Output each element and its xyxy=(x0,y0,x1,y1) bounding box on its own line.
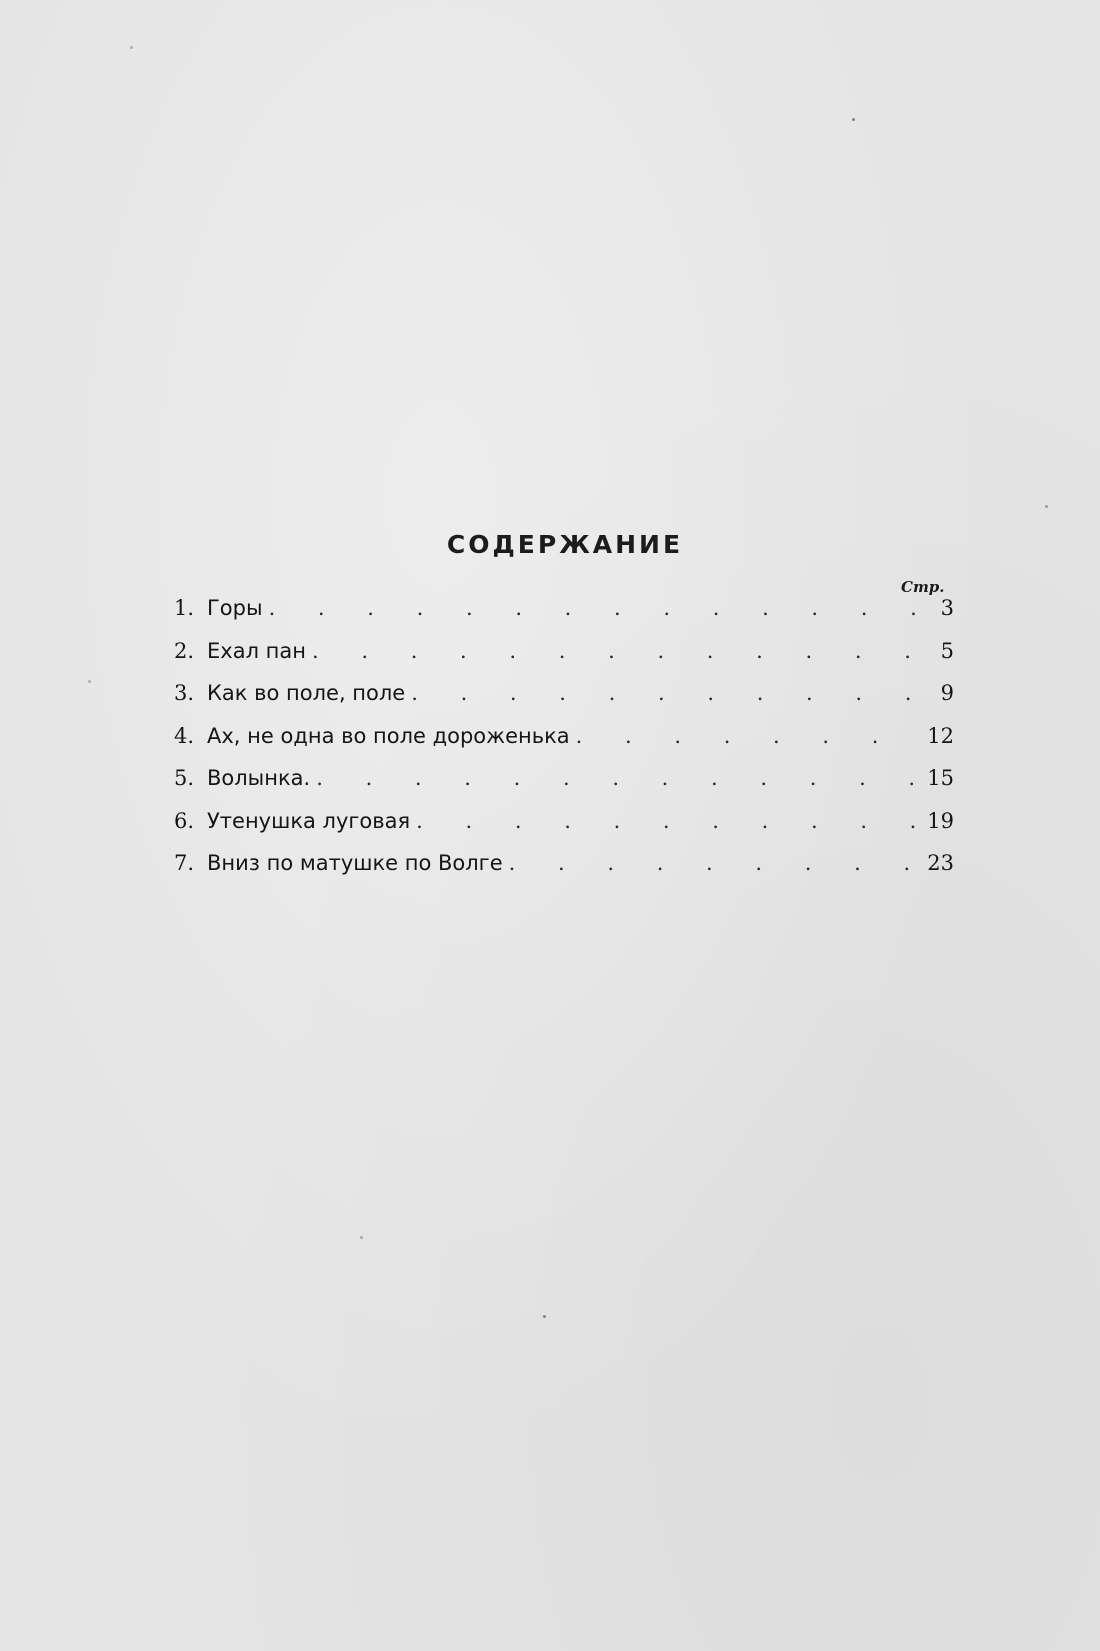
dot-leader xyxy=(509,851,918,875)
toc-entry xyxy=(174,809,954,852)
toc-entry-title: Ехал пан xyxy=(207,638,306,663)
dot-leader xyxy=(316,766,918,790)
dot-leader xyxy=(312,639,918,663)
dot-leader xyxy=(576,724,918,748)
paper-speck xyxy=(543,1315,546,1318)
toc-entry-page: 23 xyxy=(927,851,954,875)
toc-entry-page: 12 xyxy=(927,723,954,748)
toc-entry xyxy=(174,724,954,767)
toc-entry-number: 7. xyxy=(174,851,195,875)
toc-entry-title: Утенушка луговая xyxy=(207,808,411,833)
toc-entry xyxy=(174,596,954,639)
toc-entry-title: Вниз по матушке по Волге xyxy=(207,851,503,875)
paper-speck xyxy=(852,118,855,121)
page-column-label: Стр. xyxy=(901,578,945,596)
toc-entry-title: Ах, не одна во поле дороженька xyxy=(207,723,570,748)
toc-entry-number: 5. xyxy=(174,766,195,790)
toc-entry-page: 9 xyxy=(940,681,954,705)
paper-speck xyxy=(130,46,133,49)
toc-entry-title: Как во поле, поле xyxy=(207,681,406,705)
paper-speck xyxy=(1045,505,1048,508)
toc-entry xyxy=(174,766,954,809)
toc-entry-title: Горы xyxy=(207,596,263,620)
toc-entry xyxy=(174,851,954,894)
toc-entry-page: 5 xyxy=(940,638,954,663)
toc-heading: СОДЕРЖАНИЕ xyxy=(446,529,684,559)
toc-entry xyxy=(174,681,954,724)
toc-entry-page: 15 xyxy=(927,766,954,790)
toc-entry-number: 1. xyxy=(174,596,195,620)
toc-entry-page: 3 xyxy=(940,596,954,620)
table-of-contents xyxy=(174,596,954,894)
dot-leader xyxy=(411,681,918,705)
toc-entry-page: 19 xyxy=(927,808,954,833)
toc-entry-title: Волынка. xyxy=(207,766,311,790)
paper-speck xyxy=(360,1236,363,1239)
toc-entry xyxy=(174,639,954,682)
toc-entry-number: 4. xyxy=(174,723,195,748)
dot-leader xyxy=(269,596,918,620)
dot-leader xyxy=(416,809,918,833)
paper-speck xyxy=(88,680,91,683)
toc-entry-number: 2. xyxy=(174,638,195,663)
toc-entry-number: 3. xyxy=(174,681,195,705)
toc-entry-number: 6. xyxy=(174,808,195,833)
